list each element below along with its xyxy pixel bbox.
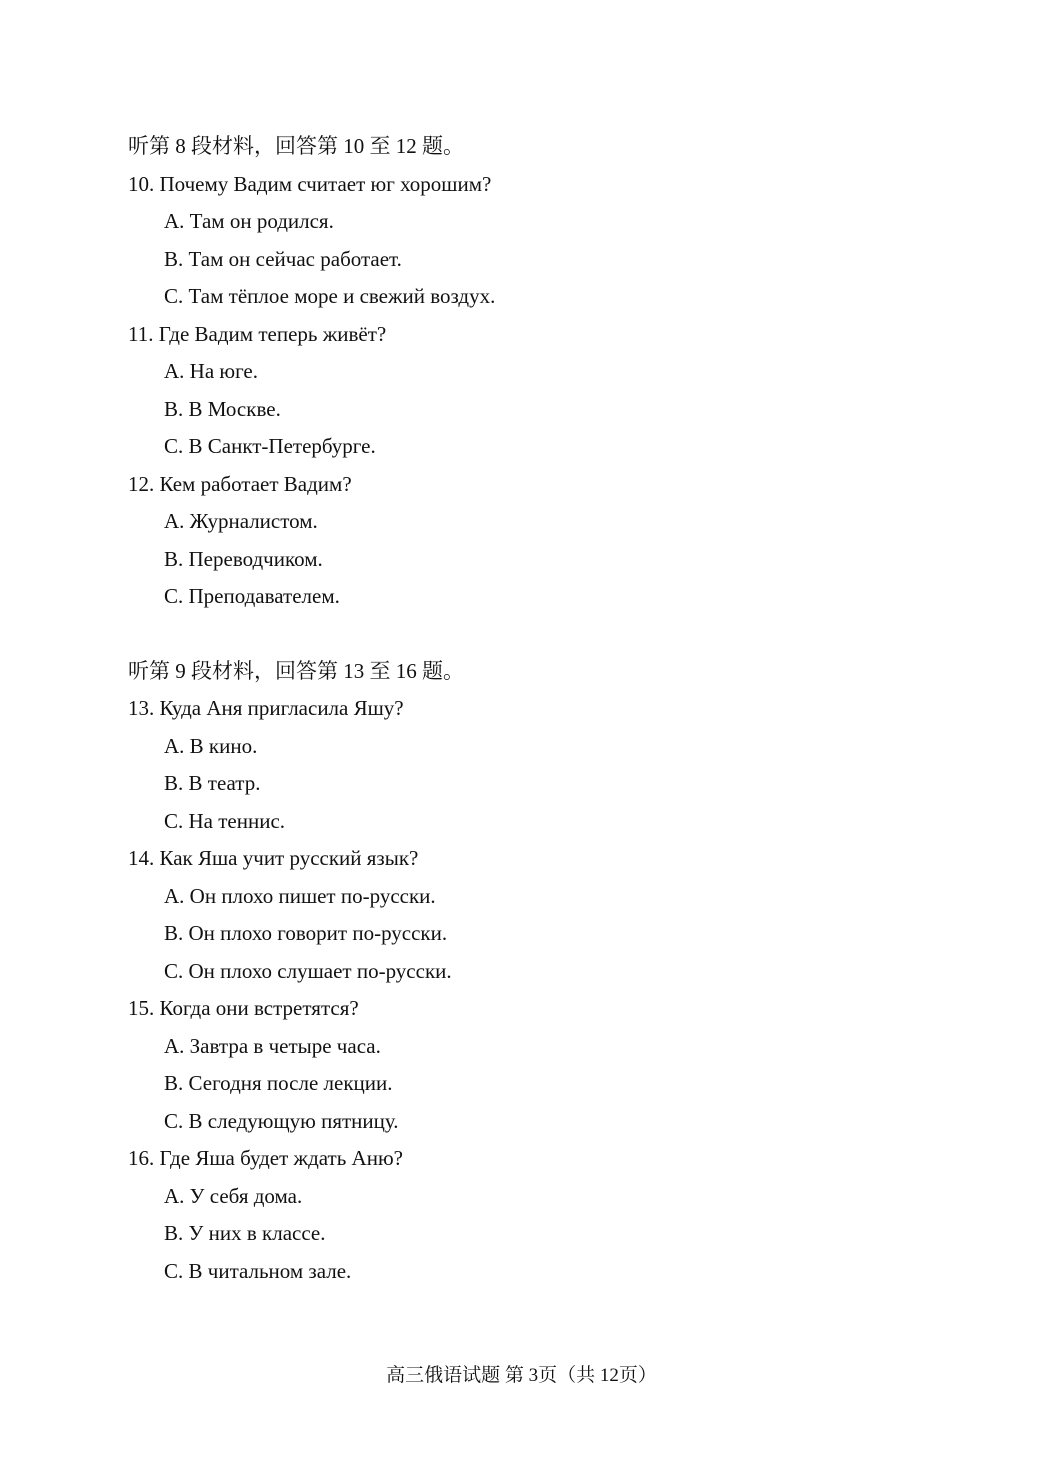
option-b: B. У них в классе. bbox=[164, 1221, 326, 1245]
option-c: C. Он плохо слушает по-русски. bbox=[164, 958, 452, 983]
question-10: 10. Почему Вадим считает юг хорошим? bbox=[128, 171, 492, 196]
section-9 bbox=[128, 653, 928, 1291]
question-13: 13. Куда Аня пригласила Яшу? bbox=[128, 696, 404, 720]
question-16: 16. Где Яша будет ждать Аню? bbox=[128, 1146, 403, 1170]
option-b: B. Там он сейчас работает. bbox=[164, 246, 402, 271]
option-c: C. В Санкт-Петербурге. bbox=[164, 434, 376, 458]
option-c: C. Преподавателем. bbox=[164, 584, 340, 608]
listening-questions bbox=[128, 128, 928, 1290]
question-14: 14. Как Яша учит русский язык? bbox=[128, 846, 419, 870]
option-c: C. Там тёплое море и свежий воздух. bbox=[164, 284, 496, 308]
section-heading: 听第 9 段材料，回答第 13 至 16 题。 bbox=[128, 658, 464, 683]
option-a: A. Там он родился. bbox=[164, 209, 334, 233]
option-b: B. Он плохо говорит по-русски. bbox=[164, 921, 448, 945]
option-a: A. Завтра в четыре часа. bbox=[164, 1033, 381, 1058]
section-8 bbox=[128, 128, 928, 616]
option-a: A. В кино. bbox=[164, 733, 258, 758]
option-b: B. В Москве. bbox=[164, 396, 281, 421]
question-12: 12. Кем работает Вадим? bbox=[128, 471, 352, 496]
question-11: 11. Где Вадим теперь живёт? bbox=[128, 321, 387, 346]
option-b: B. Переводчиком. bbox=[164, 546, 323, 571]
option-c: C. На теннис. bbox=[164, 808, 286, 833]
option-b: B. Сегодня после лекции. bbox=[164, 1071, 393, 1095]
section-heading: 听第 8 段材料，回答第 10 至 12 题。 bbox=[128, 134, 464, 158]
option-a: A. Он плохо пишет по-русски. bbox=[164, 883, 436, 908]
option-a: A. У себя дома. bbox=[164, 1183, 303, 1208]
option-a: A. На юге. bbox=[164, 359, 258, 383]
question-15: 15. Когда они встретятся? bbox=[128, 996, 359, 1020]
option-b: B. В театр. bbox=[164, 771, 261, 795]
page-footer: 高三俄语试题 第 3页（共 12页） bbox=[386, 1365, 657, 1386]
option-c: C. В читальном зале. bbox=[164, 1258, 352, 1283]
option-c: C. В следующую пятницу. bbox=[164, 1108, 399, 1133]
option-a: A. Журналистом. bbox=[164, 509, 318, 533]
